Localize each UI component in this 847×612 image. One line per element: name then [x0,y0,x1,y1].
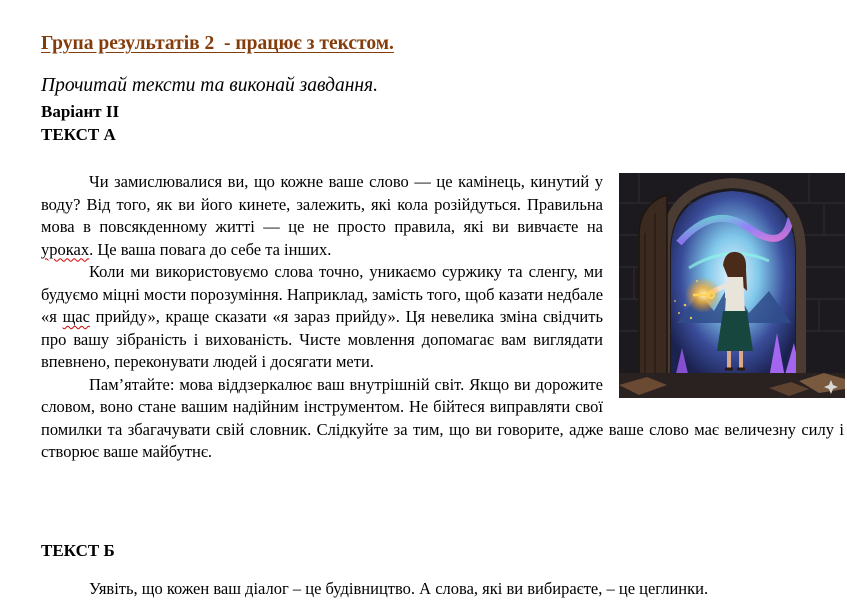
variant-label: Варіант ІІ [41,102,120,121]
text-a-title: ТЕКСТ А [41,125,116,144]
text-a-paragraph-3: Пам’ятайте: мова віддзеркалює ваш внутрішній світ. Якщо ви дорожите словом, воно стане вашим надійним інструментом. Не бійтеся виправляти свої помилки та збагачувати свій словник. Слідкуйте за тим, що ви говорите, адже ваше слово має величезну силу і створює ваше майбутнє. [41,374,844,461]
text-a-paragraph-1: Чи замислювалися ви, що кожне ваше слово — це камінець, кинутий у воду? Від того, як ви його кинете, залежить, які кола розійдуться. Правильна мова в повсякденному житті — це не просто правила, які ви вивчаєте на уроках. Це ваша повага до себе та інших. [41,172,603,259]
text-b-title: ТЕКСТ Б [41,541,115,560]
spellcheck-underline: уроках [41,239,90,259]
text-a-body [41,171,844,464]
page-heading: Група результатів 2 - працює з текстом. [41,33,394,54]
illustration-girl-door [619,173,845,398]
text-b-paragraph-1: Уявіть, що кожен ваш діалог – це будівництво. А слова, які ви вибираєте, – це цеглинки. [89,579,709,598]
text-a-paragraph-2: Коли ми використовуємо слова точно, уникаємо суржику та сленгу, ми будуємо міцні мости порозуміння. Наприклад, замість того, щоб казати недбале «я щас прийду», краще сказати «я зараз прийду». Ця невелика зміна свідчить про вашу зібраність і вихованість. Чисте мовлення допомагає вам виглядати впевнено, переконувати людей і досягати мети. [41,262,604,371]
instruction-text: Прочитай тексти та виконай завдання. [41,75,378,96]
spellcheck-underline: щас [62,307,90,326]
